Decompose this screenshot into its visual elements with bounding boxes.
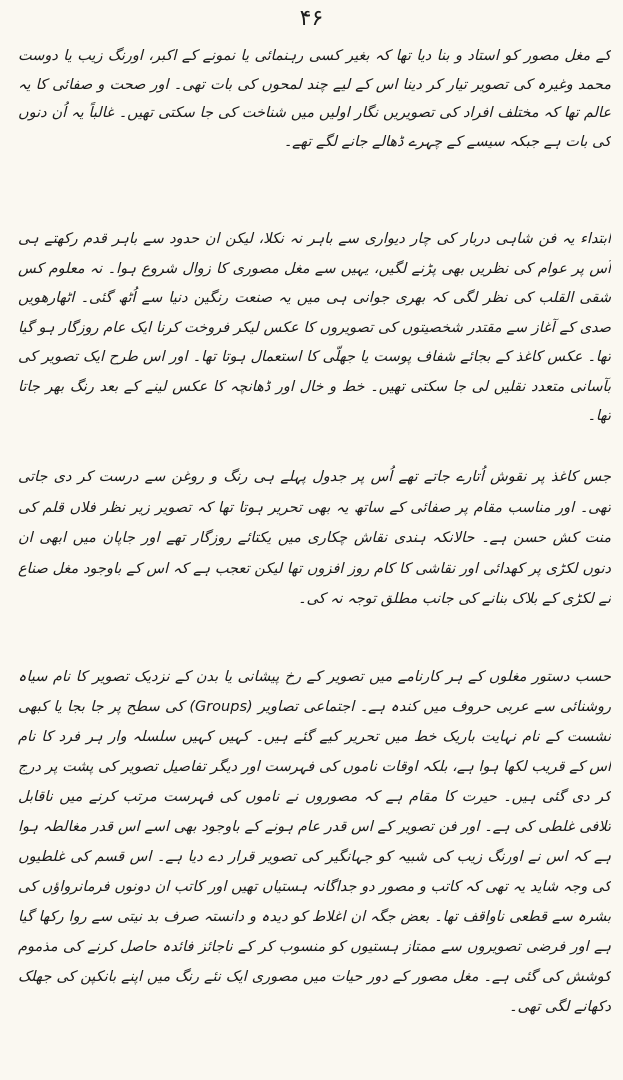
page-number: ۴۶ [299, 6, 324, 31]
paragraph: جس کاغذ پر نقوش اُتارے جاتے تھے اُس پر جدول پہلے ہی رنگ و روغن سے درست کر دی جاتی تھی۔ اور مناسب مقام پر صفائی کے ساتھ یہ بھی تحریر ہوتا تھا کہ تصویر زیر نظر فلاں قلم کی منت کش حسن ہے۔ حالانکہ ہندی نقاش چکاری میں یکتائے روزگار تھے اور جاپان میں ابھی ان دنوں لکڑی پر کھدائی اور نقاشی کا کام روز افزوں تھا لیکن تعجب ہے کہ اس کے باوجود مغل صناع نے لکڑی کے بلاک بنانے کی جانب مطلق توجہ نہ کی۔ [18, 469, 611, 607]
paragraph: ابتداء یہ فن شاہی دربار کی چار دیواری سے باہر نہ نکلا، لیکن ان حدود سے باہر قدم رکھتے ہی اُس پر عوام کی نظریں بھی پڑنے لگیں، یہیں سے مغل مصوری کا زوال شروع ہوا۔ نہ معلوم کس شقی القلب کی نظر لگی کہ بھری جوانی ہی میں یہ صنعت رنگین دنیا سے اُٹھ گئی۔ اٹھارھویں صدی کے آغاز سے مقتدر شخصیتوں کی تصویروں کا عکس لیکر فروخت کرنا ایک عام روزگار ہو گیا تھا۔ عکس کاغذ کے بجائے شفاف پوست یا جھلّی کا استعمال ہوتا تھا۔ اور اس طرح ایک تصویر کی بآسانی متعدد نقلیں لی جا سکتی تھیں۔ خط و خال اور ڈھانچہ کا عکس لینے کے بعد رنگ بھر جاتا تھا۔ [18, 231, 611, 424]
paragraph: کے مغل مصور کو استاد و بنا دیا تھا کہ بغیر کسی رہنمائی یا نمونے کے اکبر، اورنگ زیب یا دوست محمد وغیرہ کی تصویر تیار کر دینا اس کے لیے چند لمحوں کی بات تھی۔ اور صحت و صفائی کا یہ عالم تھا کہ مختلف افراد کی تصویریں نگار اولیں میں شناخت کی جا سکتی تھیں۔ غالباً یہ اُن دنوں کی بات ہے جبکہ سیسے کے چہرے ڈھالے جانے لگے تھے۔ [18, 48, 611, 150]
paragraph: حسب دستور مغلوں کے ہر کارنامے میں تصویر کے رخ پیشانی یا بدن کے نزدیک تصویر کا نام سیاہ روشنائی سے عربی حروف میں کندہ ہے۔ اجتماعی تصاویر (Groups) کی سطح پر جا بجا یا کبھی نشست کے نام نہایت باریک خط میں تحریر کیے گئے ہیں۔ کہیں کہیں سلسلہ وار ہر فرد کا نام اس کے قریب لکھا ہوا ہے، بلکہ اوقات ناموں کی فہرست اور دیگر تفاصیل تصویر کی پشت پر درج کر دی گئی ہیں۔ حیرت کا مقام ہے کہ مصوروں نے ناموں کی فہرست مرتب کرنے میں ناقابل تلافی غلطی کی ہے۔ اور فن تصویر کے اس قدر عام ہونے کے باوجود بھی اسے اس قدر مغالطہ ہوا ہے کہ اس نے اورنگ زیب کی شبیہ کو جہانگیر کی تصویر قرار دے دیا ہے۔ اس قسم کی غلطیوں کی وجہ شاید یہ تھی کہ کاتب و مصور دو جداگانہ ہستیاں تھیں اور کاتب ان دونوں فرمانرواؤں کی بشرہ سے قطعی ناواقف تھا۔ بعض جگہ ان اغلاط کو دیدہ و دانستہ صرف بد نیتی سے روا رکھا گیا ہے اور فرضی تصویروں سے ممتاز ہستیوں کو منسوب کر کے ناجائز فائدہ حاصل کرنے کی مذموم کوشش کی گئی ہے۔ مغل مصور کے دور حیات میں مصوری ایک نئے رنگ میں اپنے بانکپن کی جھلک دکھانے لگی تھی۔ [18, 669, 611, 1015]
